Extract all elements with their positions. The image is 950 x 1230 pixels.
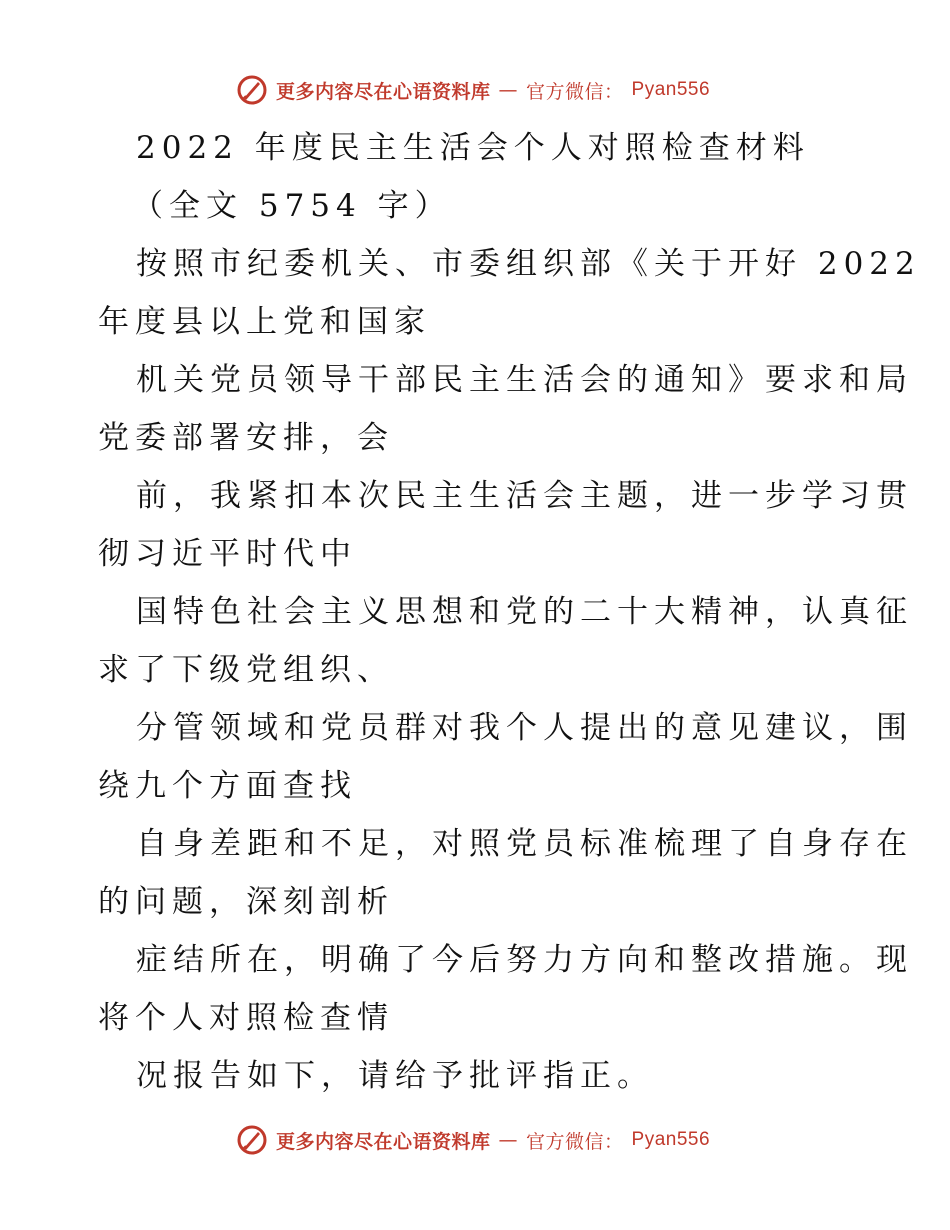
header-watermark-banner [236,72,710,108]
banner-sub-text: 官方微信： [526,1130,624,1153]
document-subtitle: （全文 5754 字） [132,188,452,224]
banner-wechat-id: Pyan556 [631,1129,711,1150]
banner-wechat-id: Pyan556 [631,79,711,100]
body-line: 按照市纪委机关、市委组织部《关于开好 2022 [136,246,921,282]
quill-logo-icon [236,74,268,106]
banner-main-text: 更多内容尽在心语资料库 [276,80,491,103]
footer-watermark-banner [236,1122,710,1158]
body-line: 前，我紧扣本次民主生活会主题，进一步学习贯 [136,478,913,514]
body-line: 症结所在，明确了今后努力方向和整改措施。现 [136,942,913,978]
body-line: 机关党员领导干部民主生活会的通知》要求和局 [136,362,913,398]
banner-dash: — [498,79,519,101]
banner-dash: — [498,1129,519,1151]
body-line: 将个人对照检查情 [98,1000,394,1036]
body-line: 况报告如下，请给予批评指正。 [136,1058,654,1094]
document-title: 2022 年度民主生活会个人对照检查材料 [136,130,810,166]
body-line: 自身差距和不足，对照党员标准梳理了自身存在 [136,826,913,862]
body-line: 绕九个方面查找 [98,768,357,804]
body-line: 年度县以上党和国家 [98,304,431,340]
banner-main-text: 更多内容尽在心语资料库 [276,1130,491,1153]
body-line: 分管领域和党员群对我个人提出的意见建议，围 [136,710,913,746]
quill-logo-icon [236,1124,268,1156]
body-line: 彻习近平时代中 [98,536,357,572]
banner-sub-text: 官方微信： [526,80,624,103]
body-line: 的问题，深刻剖析 [98,884,394,920]
body-line: 国特色社会主义思想和党的二十大精神，认真征 [136,594,913,630]
body-line: 求了下级党组织、 [98,652,394,688]
body-line: 党委部署安排，会 [98,420,394,456]
